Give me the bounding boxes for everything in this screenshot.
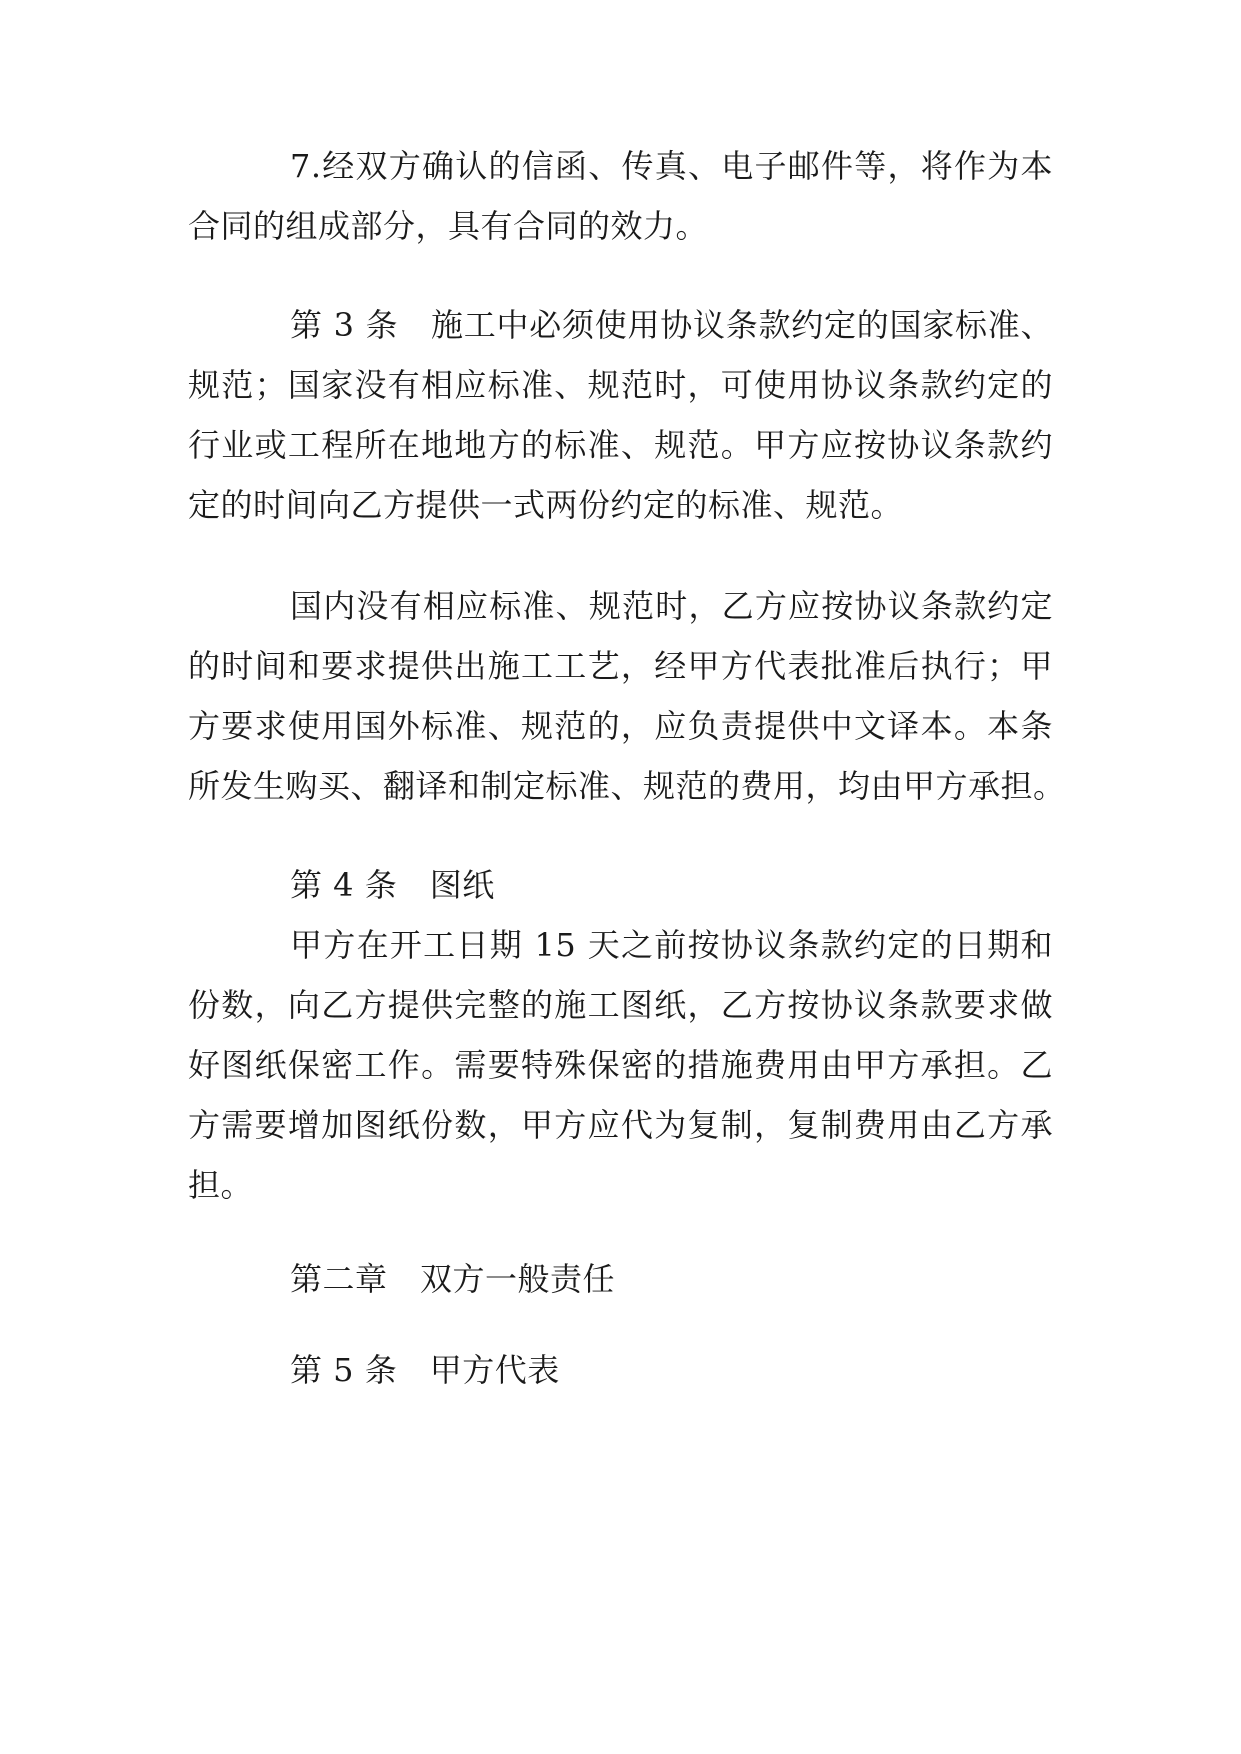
text-line: 方需要增加图纸份数，甲方应代为复制，复制费用由乙方承 xyxy=(188,1106,1053,1144)
text-line: 所发生购买、翻译和制定标准、规范的费用，均由甲方承担。 xyxy=(188,767,1066,805)
paragraph-domestic-standards xyxy=(188,576,1066,816)
paragraph-article-3 xyxy=(188,295,1053,535)
text-line: 担。 xyxy=(188,1166,254,1204)
text-line: 合同的组成部分，具有合同的效力。 xyxy=(188,207,709,245)
text-line: 甲方在开工日期 15 天之前按协议条款约定的日期和 xyxy=(290,926,1053,964)
text-line: 行业或工程所在地地方的标准、规范。甲方应按协议条款约 xyxy=(188,426,1053,464)
text-line: 第二章 双方一般责任 xyxy=(290,1260,616,1298)
text-line: 第 5 条 甲方代表 xyxy=(290,1351,560,1389)
text-line: 第 4 条 图纸 xyxy=(290,866,495,904)
paragraph-drawings xyxy=(188,915,1053,1215)
heading-chapter-2 xyxy=(188,1249,1053,1309)
text-line: 好图纸保密工作。需要特殊保密的措施费用由甲方承担。乙 xyxy=(188,1046,1053,1084)
text-line: 规范；国家没有相应标准、规范时，可使用协议条款约定的 xyxy=(188,366,1053,404)
text-line: 的时间和要求提供出施工工艺，经甲方代表批准后执行；甲 xyxy=(188,647,1053,685)
text-line: 第 3 条 施工中必须使用协议条款约定的国家标准、 xyxy=(290,306,1053,344)
text-line: 方要求使用国外标准、规范的，应负责提供中文译本。本条 xyxy=(188,707,1053,745)
paragraph-clause-7 xyxy=(188,136,1053,256)
heading-article-4 xyxy=(188,855,1053,915)
text-line: 国内没有相应标准、规范时，乙方应按协议条款约定 xyxy=(290,587,1053,625)
heading-article-5 xyxy=(188,1340,1053,1400)
text-line: 7.经双方确认的信函、传真、电子邮件等，将作为本 xyxy=(290,147,1053,185)
text-line: 定的时间向乙方提供一式两份约定的标准、规范。 xyxy=(188,486,904,524)
text-line: 份数，向乙方提供完整的施工图纸，乙方按协议条款要求做 xyxy=(188,986,1053,1024)
